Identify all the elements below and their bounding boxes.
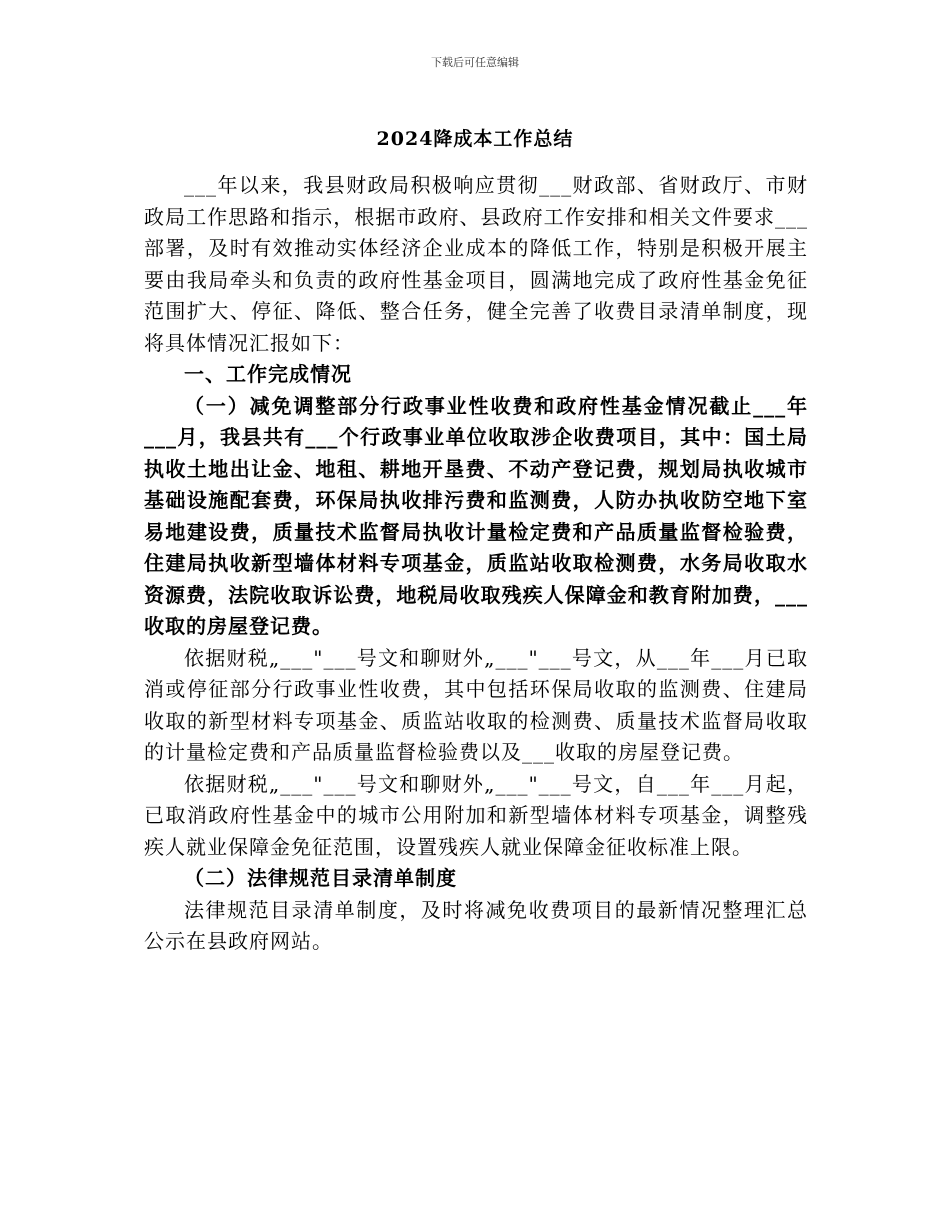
subsection-heading-2: （二）法律规范目录清单制度 [184, 866, 457, 890]
subsection-paragraph-1: （一）减免调整部分行政事业性收费和政府性基金情况截止___年___月，我县共有___个行政事业单位收取涉企收费项目，其中：国土局执收土地出让金、地租、耕地开垦费、不动产登记费，规划局执收城市基础设施配套费，环保局执收排污费和监测费，人防办执收防空地下室易地建设费，质量技术监督局执收计量检定费和产品质量监督检验费，住建局执收新型墙体材料专项基金，质监站收取检测费，水务局收取水资源费，法院收取诉讼费，地税局收取残疾人保障金和教育附加费，___收取的房屋登记费。 [144, 393, 808, 638]
header-note: 下载后可任意编辑 [431, 56, 519, 69]
document-body [144, 170, 808, 958]
basis-paragraph-2: 依据财税„___"___号文和聊财外„___"___号文，自___年___月起，已取消政府性基金中的城市公用附加和新型墙体材料专项基金，调整残疾人就业保障金免征范围，设置残疾人就业保障金征收标准上限。 [144, 771, 808, 859]
basis-paragraph-1: 依据财税„___"___号文和聊财外„___"___号文，从___年___月已取消或停征部分行政事业性收费，其中包括环保局收取的监测费、住建局收取的新型材料专项基金、质监站收取的检测费、质量技术监督局收取的计量检定费和产品质量监督检验费以及___收取的房屋登记费。 [144, 645, 808, 764]
closing-paragraph: 法律规范目录清单制度，及时将减免收费项目的最新情况整理汇总公示在县政府网站。 [144, 897, 808, 953]
document-title: 2024降成本工作总结 [376, 128, 574, 150]
section-heading-1: 一、工作完成情况 [184, 362, 352, 386]
intro-paragraph: ___年以来，我县财政局积极响应贯彻___财政部、省财政厅、市财政局工作思路和指示，根据市政府、县政府工作安排和相关文件要求___部署，及时有效推动实体经济企业成本的降低工作，特别是积极开展主要由我局牵头和负责的政府性基金项目，圆满地完成了政府性基金免征范围扩大、停征、降低、整合任务，健全完善了收费目录清单制度，现将具体情况汇报如下： [144, 173, 808, 355]
